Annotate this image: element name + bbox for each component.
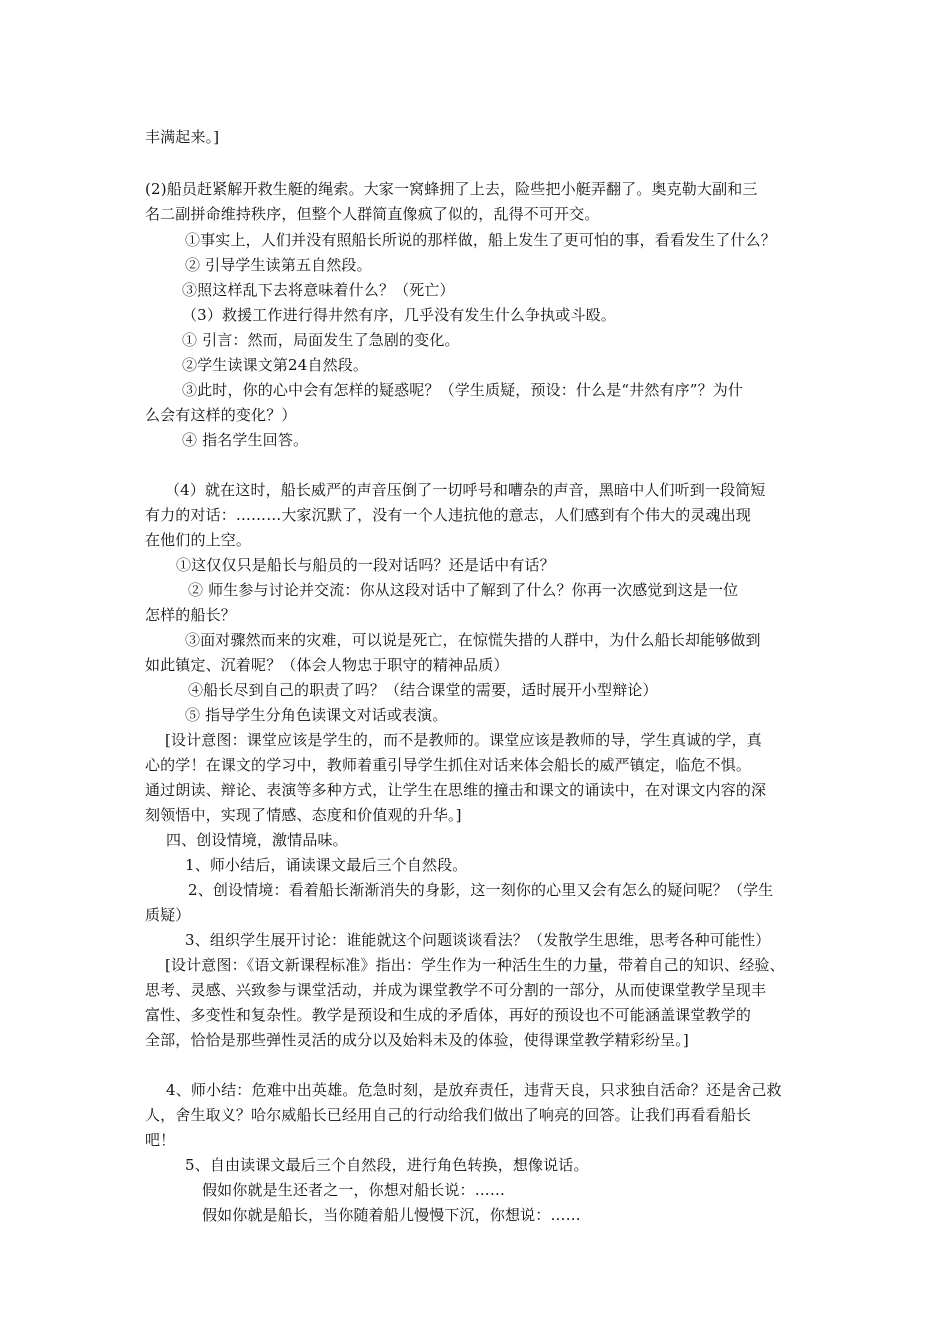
text-line: (2)船员赶紧解开救生艇的绳索。大家一窝蜂拥了上去，险些把小艇弄翻了。奥克勒大副和三 bbox=[145, 180, 758, 198]
text-line: 3、组织学生展开讨论：谁能就这个问题谈谈看法？（发散学生思维，思考各种可能性） bbox=[185, 931, 771, 949]
text-line: 5、自由读课文最后三个自然段，进行角色转换，想像说话。 bbox=[185, 1156, 589, 1174]
text-line: 有力的对话：………大家沉默了，没有一个人违抗他的意志，人们感到有个伟大的灵魂出现 bbox=[145, 506, 752, 524]
text-line: ④船长尽到自己的职责了吗？（结合课堂的需要，适时展开小型辩论） bbox=[188, 681, 658, 699]
text-line: ② 师生参与讨论并交流：你从这段对话中了解到了什么？你再一次感觉到这是一位 bbox=[188, 581, 739, 599]
text-line: 刻领悟中，实现了情感、态度和价值观的升华。] bbox=[145, 806, 462, 824]
text-line: 假如你就是船长，当你随着船儿慢慢下沉，你想说：…… bbox=[202, 1206, 581, 1224]
text-line: ③此时，你的心中会有怎样的疑惑呢？（学生质疑，预设：什么是“井然有序”？为什 bbox=[182, 381, 744, 399]
text-line: 么会有这样的变化？） bbox=[145, 406, 297, 424]
text-line: 思考、灵感、兴致参与课堂活动，并成为课堂教学不可分割的一部分，从而使课堂教学呈现丰 bbox=[145, 981, 767, 999]
text-line: 假如你就是生还者之一，你想对船长说：…… bbox=[202, 1181, 506, 1199]
text-line: ② 引导学生读第五自然段。 bbox=[185, 256, 372, 274]
text-line: 吧！ bbox=[145, 1131, 176, 1149]
text-line: ①这仅仅只是船长与船员的一段对话吗？还是话中有话？ bbox=[176, 556, 555, 574]
text-line: 4、师小结：危难中出英雄。危急时刻，是放弃责任，违背天良，只求独自活命？还是舍己救 bbox=[166, 1081, 782, 1099]
text-line: 人，舍生取义？哈尔威船长已经用自己的行动给我们做出了响亮的回答。让我们再看看船长 bbox=[145, 1106, 752, 1124]
text-line: 如此镇定、沉着呢？（体会人物忠于职守的精神品质） bbox=[145, 656, 509, 674]
text-line: 全部，恰恰是那些弹性灵活的成分以及始料未及的体验，使得课堂教学精彩纷呈。] bbox=[145, 1031, 689, 1049]
text-line: ① 引言：然而，局面发生了急剧的变化。 bbox=[182, 331, 460, 349]
text-line: ②学生读课文第24自然段。 bbox=[182, 356, 369, 374]
text-line: ④ 指名学生回答。 bbox=[182, 431, 309, 449]
text-line: [设计意图：《语文新课程标准》指出：学生作为一种活生生的力量，带着自己的知识、经验、 bbox=[165, 956, 785, 974]
text-line: （3）救援工作进行得井然有序，几乎没有发生什么争执或斗殴。 bbox=[182, 306, 616, 324]
text-line: 丰满起来。] bbox=[145, 128, 220, 146]
text-line: 2、创设情境：看着船长渐渐消失的身影，这一刻你的心里又会有怎么的疑问呢？（学生 bbox=[188, 881, 774, 899]
text-line: [设计意图：课堂应该是学生的，而不是教师的。课堂应该是教师的导，学生真诚的学，真 bbox=[165, 731, 762, 749]
text-line: ③面对骤然而来的灾难，可以说是死亡，在惊慌失措的人群中，为什么船长却能够做到 bbox=[185, 631, 761, 649]
text-line: 怎样的船长？ bbox=[145, 606, 236, 624]
text-line: 四、创设情境，激情品味。 bbox=[166, 831, 348, 849]
text-line: 在他们的上空。 bbox=[145, 531, 252, 549]
text-line: 富性、多变性和复杂性。教学是预设和生成的矛盾体，再好的预设也不可能涵盖课堂教学的 bbox=[145, 1006, 752, 1024]
text-line: 1、师小结后，诵读课文最后三个自然段。 bbox=[185, 856, 468, 874]
text-line: 名二副拼命维持秩序，但整个人群简直像疯了似的，乱得不可开交。 bbox=[145, 205, 600, 223]
text-line: ①事实上，人们并没有照船长所说的那样做，船上发生了更可怕的事，看看发生了什么？ bbox=[185, 231, 776, 249]
text-line: ⑤ 指导学生分角色读课文对话或表演。 bbox=[185, 706, 448, 724]
text-line: 通过朗读、辩论、表演等多种方式，让学生在思维的撞击和课文的诵读中，在对课文内容的深 bbox=[145, 781, 767, 799]
text-line: 心的学！在课文的学习中，教师着重引导学生抓住对话来体会船长的威严镇定，临危不惧。 bbox=[145, 756, 752, 774]
text-line: 质疑） bbox=[145, 906, 191, 924]
text-line: （4）就在这时，船长威严的声音压倒了一切呼号和嘈杂的声音，黑暗中人们听到一段简短 bbox=[165, 481, 766, 499]
text-line: ③照这样乱下去将意味着什么？（死亡） bbox=[182, 281, 455, 299]
